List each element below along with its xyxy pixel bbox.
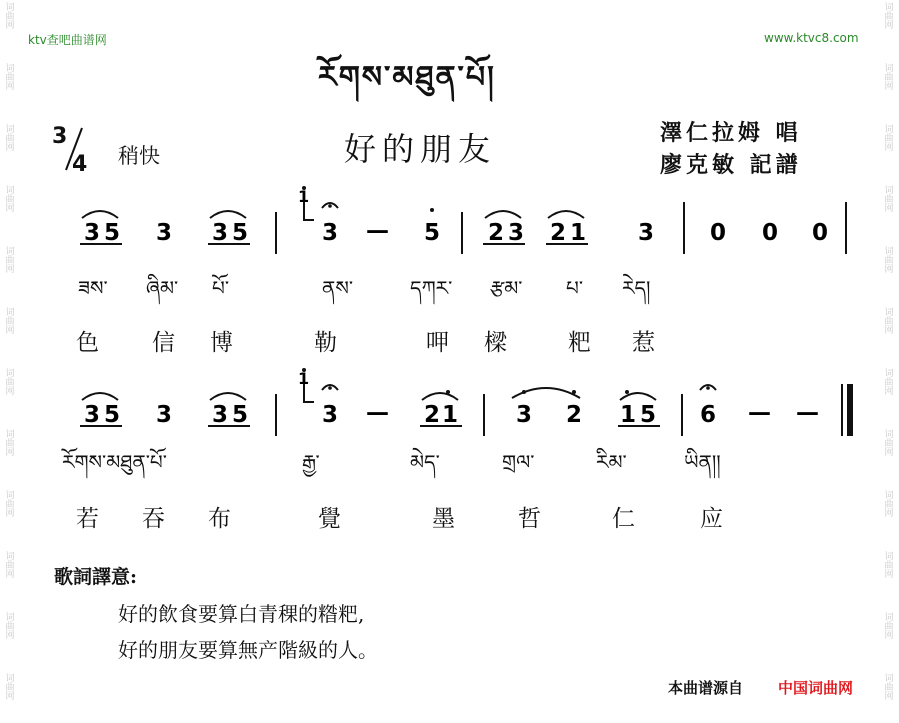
rest: 0 bbox=[812, 220, 829, 246]
note: 3 bbox=[322, 220, 339, 246]
watermark-text: 词 曲 网 bbox=[5, 369, 15, 397]
lyric-char: 若 bbox=[76, 506, 99, 532]
source-label: 本曲谱源自 bbox=[668, 679, 744, 697]
singer-credit: 澤仁拉姆 唱 bbox=[660, 120, 802, 146]
note-extension: — bbox=[748, 400, 771, 426]
slur bbox=[82, 393, 118, 400]
tibetan-lyric: གྲལ་ bbox=[502, 450, 535, 474]
tibetan-lyric: དཀར་ bbox=[410, 276, 453, 300]
translation-label: 歌詞譯意: bbox=[54, 566, 138, 588]
note: 3 bbox=[84, 220, 101, 246]
note: 3 bbox=[212, 220, 229, 246]
lyric-char: 布 bbox=[208, 506, 231, 532]
tibetan-lyric: ཞིམ་ bbox=[146, 276, 179, 300]
tibetan-lyric: ནས་ bbox=[322, 276, 354, 300]
lyric-char: 应 bbox=[700, 506, 723, 532]
grace-note: 1 bbox=[298, 369, 310, 388]
lyric-char: 吞 bbox=[142, 506, 165, 532]
tibetan-lyric: པ་ bbox=[566, 276, 584, 300]
final-barline-thick bbox=[847, 384, 853, 436]
note: 3 bbox=[156, 220, 173, 246]
rest: 0 bbox=[762, 220, 779, 246]
lyric-char: 勒 bbox=[314, 330, 337, 356]
right-watermark-strip bbox=[877, 0, 899, 723]
watermark-text: 词 曲 网 bbox=[884, 125, 894, 153]
watermark-text: 词 曲 网 bbox=[5, 64, 15, 92]
note: 3 bbox=[516, 402, 533, 428]
watermark-text: 词 曲 网 bbox=[5, 186, 15, 214]
watermark-text: 词 曲 网 bbox=[884, 552, 894, 580]
tempo-marking: 稍快 bbox=[118, 144, 160, 168]
note: 1 bbox=[620, 402, 637, 428]
note: 5 bbox=[424, 220, 441, 246]
note: 5 bbox=[640, 402, 657, 428]
lyric-char: 呷 bbox=[426, 330, 449, 356]
lyric-char: 哲 bbox=[518, 506, 541, 532]
lyric-char: 惹 bbox=[632, 330, 655, 356]
note: 2 bbox=[550, 220, 567, 246]
tibetan-lyric: རོགས་མཐུན་པོ་ bbox=[62, 450, 167, 474]
tibetan-title: རོགས་མཐུན་པོ། bbox=[318, 60, 496, 95]
recorder-credit: 廖克敏 記譜 bbox=[660, 152, 802, 178]
watermark-text: 词 曲 网 bbox=[884, 186, 894, 214]
slur bbox=[422, 393, 458, 400]
note: 1 bbox=[442, 402, 459, 428]
watermark-text: 词 曲 网 bbox=[5, 247, 15, 275]
watermark-text: 词 曲 网 bbox=[5, 308, 15, 336]
note: 5 bbox=[232, 220, 249, 246]
tibetan-lyric: རྩམ་ bbox=[490, 276, 523, 300]
tibetan-lyric: ཡིན།། bbox=[684, 450, 721, 474]
note: 5 bbox=[104, 220, 121, 246]
slur bbox=[210, 393, 246, 400]
watermark-text: 词 曲 网 bbox=[884, 430, 894, 458]
lyric-char: 墨 bbox=[432, 506, 455, 532]
lyric-char: 仁 bbox=[612, 506, 635, 532]
watermark-text: 词 曲 网 bbox=[5, 430, 15, 458]
left-watermark-strip bbox=[0, 0, 22, 723]
watermark-text: 词 曲 网 bbox=[884, 674, 894, 702]
slur bbox=[548, 211, 584, 218]
rest: 0 bbox=[710, 220, 727, 246]
watermark-text: 词 曲 网 bbox=[5, 125, 15, 153]
score-line-1 bbox=[60, 186, 860, 256]
translation-line: 好的朋友要算無产階級的人。 bbox=[118, 638, 378, 662]
tibetan-lyric: པོ་ bbox=[212, 276, 230, 300]
source-site-link[interactable]: 中国词曲网 bbox=[778, 679, 854, 697]
note: 2 bbox=[424, 402, 441, 428]
ktv-link-left[interactable]: ktv查吧曲谱网 bbox=[28, 33, 107, 47]
watermark-text: 词 曲 网 bbox=[884, 369, 894, 397]
slur bbox=[485, 211, 521, 218]
lyric-char: 色 bbox=[76, 330, 99, 356]
watermark-text: 词 曲 网 bbox=[884, 3, 894, 31]
note: 5 bbox=[104, 402, 121, 428]
lyric-char: 博 bbox=[210, 330, 233, 356]
note-extension: — bbox=[366, 218, 389, 244]
note: 3 bbox=[84, 402, 101, 428]
lyric-char: 粑 bbox=[568, 330, 591, 356]
note: 3 bbox=[322, 402, 339, 428]
note: 2 bbox=[488, 220, 505, 246]
note-extension: — bbox=[796, 400, 819, 426]
slur bbox=[620, 393, 656, 400]
watermark-text: 词 曲 网 bbox=[5, 674, 15, 702]
ktv-link-right[interactable]: www.ktvc8.com bbox=[764, 31, 859, 45]
watermark-text: 词 曲 网 bbox=[884, 491, 894, 519]
lyric-char: 樑 bbox=[484, 330, 507, 356]
note: 3 bbox=[638, 220, 655, 246]
grace-note: 1 bbox=[298, 187, 310, 206]
note: 3 bbox=[212, 402, 229, 428]
note: 3 bbox=[156, 402, 173, 428]
tibetan-lyric: རིམ་ bbox=[596, 450, 627, 474]
tibetan-lyric: མེད་ bbox=[410, 450, 440, 474]
watermark-text: 词 曲 网 bbox=[5, 491, 15, 519]
slur bbox=[512, 388, 580, 398]
tibetan-lyric: རྒྱ་ bbox=[302, 450, 320, 474]
watermark-text: 词 曲 网 bbox=[5, 552, 15, 580]
note: 5 bbox=[232, 402, 249, 428]
note: 6 bbox=[700, 402, 717, 428]
translation-line: 好的飲食要算白青稞的糌粑, bbox=[118, 602, 365, 626]
slur bbox=[210, 211, 246, 218]
note: 3 bbox=[508, 220, 525, 246]
note: 2 bbox=[566, 402, 583, 428]
lyric-char: 覺 bbox=[318, 506, 341, 532]
watermark-text: 词 曲 网 bbox=[884, 64, 894, 92]
tibetan-lyric: ཟས་ bbox=[78, 276, 108, 300]
time-sig-numerator: 3 bbox=[52, 124, 68, 149]
watermark-text: 词 曲 网 bbox=[884, 247, 894, 275]
note: 1 bbox=[570, 220, 587, 246]
watermark-text: 词 曲 网 bbox=[5, 613, 15, 641]
watermark-text: 词 曲 网 bbox=[884, 308, 894, 336]
slur bbox=[82, 211, 118, 218]
song-title: 好的朋友 bbox=[344, 130, 497, 168]
score-line-2 bbox=[60, 368, 860, 438]
lyric-char: 信 bbox=[152, 330, 175, 356]
note-extension: — bbox=[366, 400, 389, 426]
time-sig-denominator: 4 bbox=[72, 152, 88, 177]
watermark-text: 词 曲 网 bbox=[884, 613, 894, 641]
tibetan-lyric: རེད། bbox=[622, 276, 651, 300]
watermark-text: 词 曲 网 bbox=[5, 3, 15, 31]
